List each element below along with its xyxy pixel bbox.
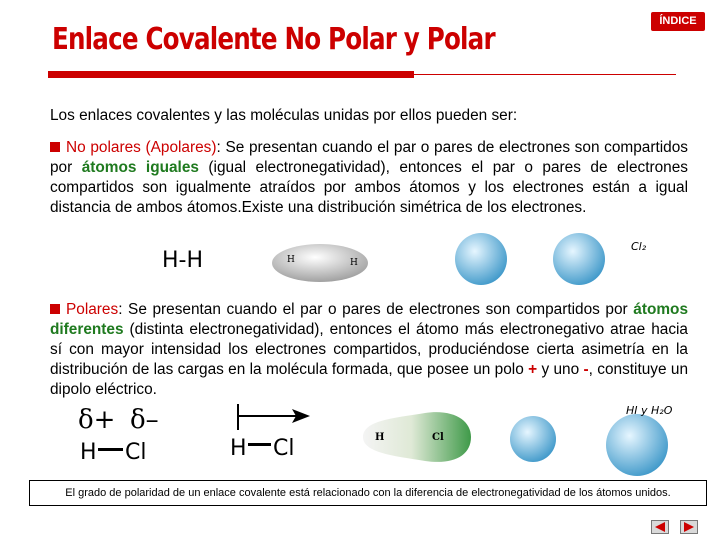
page-title: Enlace Covalente No Polar y Polar [52, 22, 495, 57]
hcl-mol-label-h: H [375, 432, 385, 443]
cl2-molecule-diagram [451, 232, 611, 286]
hcl-molecule-diagram [355, 408, 475, 466]
delta-minus-label: δ– [130, 405, 159, 435]
nonpolar-text-b: (igual electronegatividad), entonces el par o pares de electrones compartidos son igualmente atraídos por ambos átomos y los electrones están a igual distancia de ambos átomos.Existe una distribución simétrica de los electrones. [50, 159, 688, 216]
h2-atom-label-right: H [350, 258, 358, 268]
hi-molecule-sphere [508, 414, 558, 464]
positive-pole: + [528, 361, 538, 378]
index-button[interactable]: ÍNDICE [651, 12, 705, 31]
bullet-icon [50, 142, 60, 152]
arrow-left-icon [652, 521, 668, 533]
polar-text-b: (distinta electronegatividad), entonces el átomo más electronegativo atrae hacia sí con mayor intensidad los electrones compartidos, produciéndose cierta asimetría en la distribución de las cargas en la molécula formada, que posee un polo [50, 321, 688, 378]
hcl-atom-cl: Cl [125, 440, 147, 465]
dipole-arrow [226, 400, 312, 432]
next-slide-button[interactable] [680, 520, 698, 534]
negative-pole: - [583, 361, 589, 378]
cl2-caption: Cl₂ [631, 240, 647, 253]
polar-text-c: y uno [537, 361, 584, 378]
arrow-right-icon [681, 521, 697, 533]
dipole-bond-line [248, 443, 271, 446]
nonpolar-emphasis: átomos iguales [81, 159, 199, 176]
cl-atom-sphere [455, 233, 507, 285]
hcl-mol-label-cl: Cl [432, 432, 444, 443]
cl-atom-sphere [553, 233, 605, 285]
title-underline-thin [414, 74, 676, 75]
delta-plus-label: δ+ [78, 405, 116, 435]
hcl-bond-line [98, 448, 123, 451]
h2-molecule-diagram [270, 242, 370, 284]
nonpolar-heading: No polares (Apolares) [66, 139, 217, 156]
polar-text-d: , constituye un dipolo eléctrico. [50, 361, 689, 398]
title-underline-thick [48, 71, 414, 78]
polar-paragraph [50, 300, 688, 400]
prev-slide-button[interactable] [651, 520, 669, 534]
hi-h2o-caption: HI y H₂O [626, 404, 673, 417]
polar-heading: Polares [66, 301, 119, 318]
nonpolar-paragraph [50, 138, 688, 218]
footer-note: El grado de polaridad de un enlace covalente está relacionado con la diferencia de electronegatividad de los átomos unidos. [29, 480, 707, 506]
hcl-atom-h: H [80, 440, 97, 465]
bullet-icon [50, 304, 60, 314]
dipole-atom-h: H [230, 436, 247, 461]
hh-formula: H-H [162, 248, 204, 273]
polar-emphasis: átomos diferentes [50, 301, 688, 338]
intro-text: Los enlaces covalentes y las moléculas unidas por ellos pueden ser: [50, 107, 518, 124]
nonpolar-text-a: : Se presentan cuando el par o pares de electrones son compartidos por [50, 139, 689, 176]
h2-atom-label-left: H [287, 255, 295, 265]
h2o-molecule-sphere [600, 412, 674, 478]
polar-text-a: : Se presentan cuando el par o pares de electrones son compartidos por [118, 301, 634, 318]
dipole-atom-cl: Cl [273, 436, 295, 461]
